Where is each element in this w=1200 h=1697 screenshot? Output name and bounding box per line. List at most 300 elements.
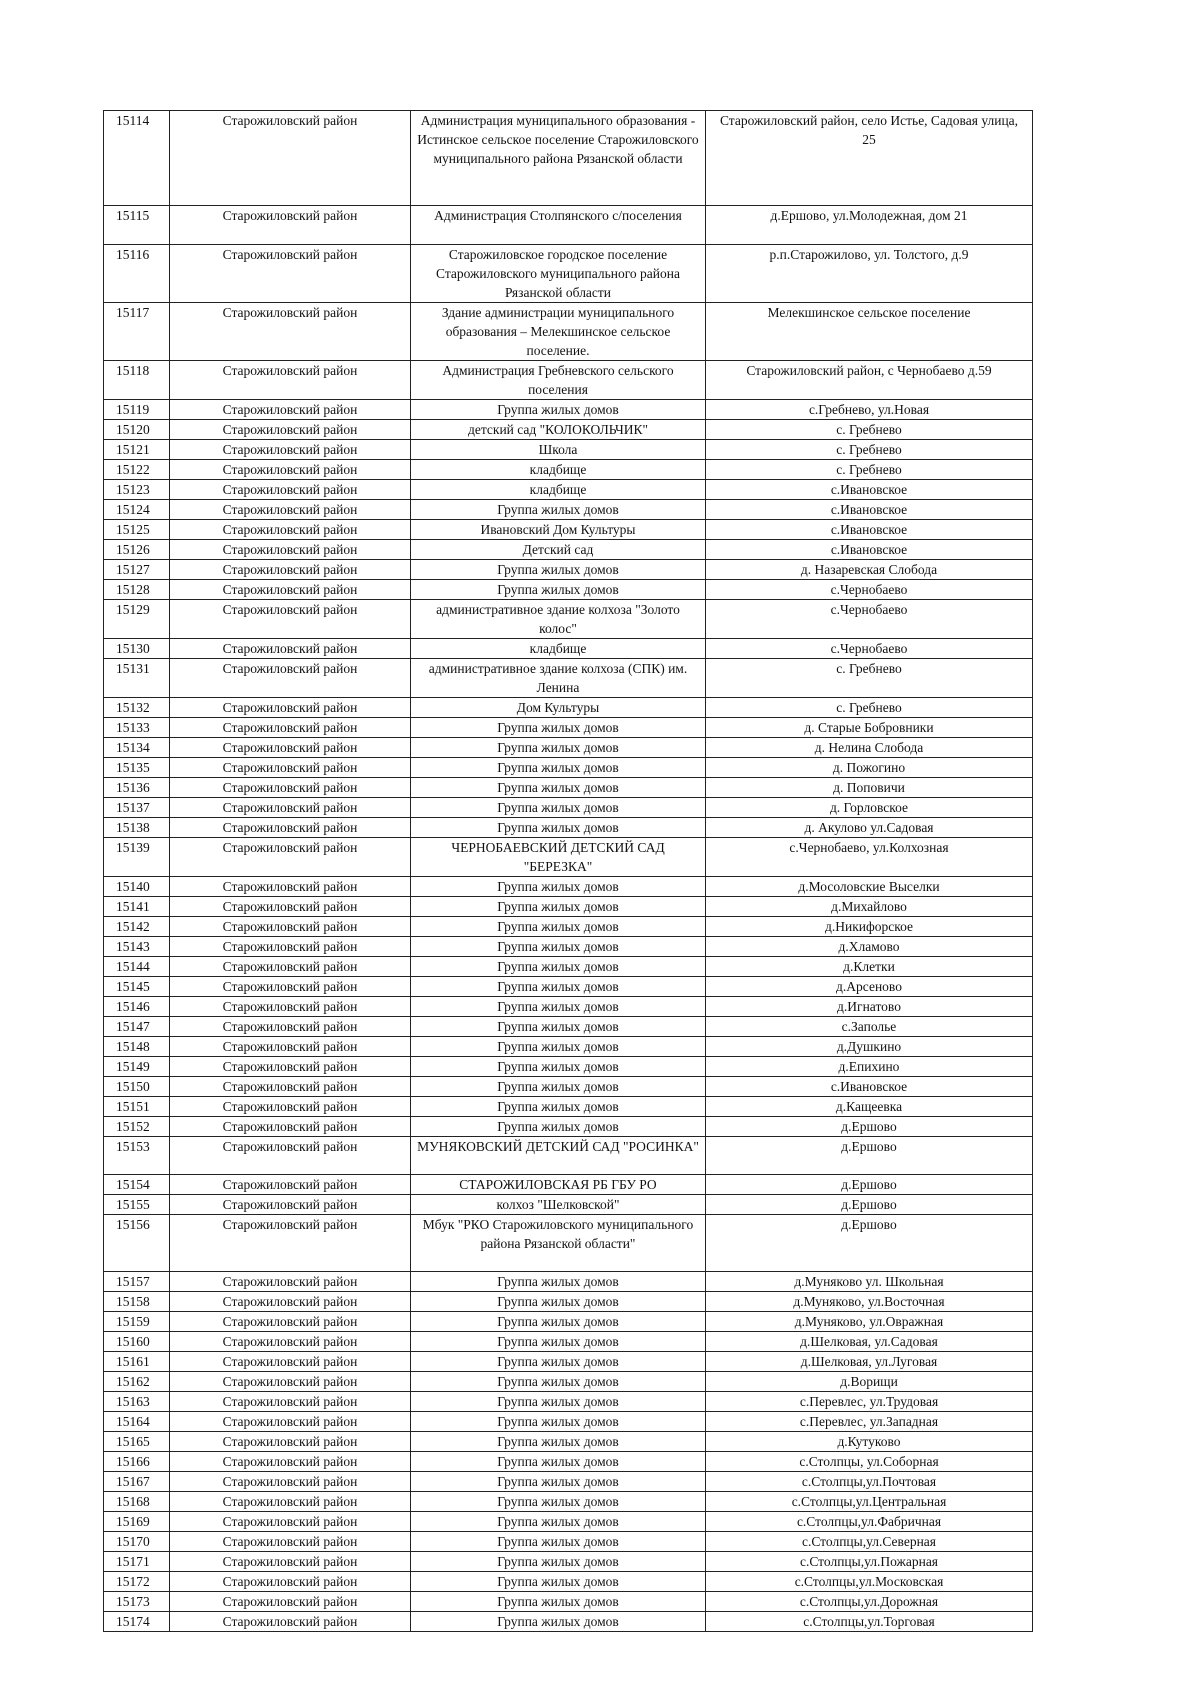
record-id-cell: 15123: [104, 480, 170, 500]
table-row: [104, 1117, 1033, 1137]
table-row: [104, 639, 1033, 659]
table-row: [104, 1037, 1033, 1057]
address-cell: Старожиловский район, село Истье, Садовая улица, 25: [706, 111, 1033, 206]
address-cell: д.Хламово: [706, 937, 1033, 957]
object-name-cell: Группа жилых домов: [411, 580, 706, 600]
table-row: [104, 1532, 1033, 1552]
object-name-cell: Группа жилых домов: [411, 917, 706, 937]
address-cell: с. Гребнево: [706, 460, 1033, 480]
table-row: [104, 798, 1033, 818]
record-id-cell: 15135: [104, 758, 170, 778]
table-row: [104, 778, 1033, 798]
table-row: [104, 1592, 1033, 1612]
table-row: [104, 303, 1033, 361]
table-row: [104, 361, 1033, 400]
object-name-cell: кладбище: [411, 639, 706, 659]
table-row: [104, 1512, 1033, 1532]
address-cell: с.Чернобаево: [706, 639, 1033, 659]
object-name-cell: Группа жилых домов: [411, 560, 706, 580]
record-id-cell: 15172: [104, 1572, 170, 1592]
address-cell: д.Шелковая, ул.Луговая: [706, 1352, 1033, 1372]
record-id-cell: 15120: [104, 420, 170, 440]
address-cell: с.Чернобаево, ул.Колхозная: [706, 838, 1033, 877]
district-cell: Старожиловский район: [170, 480, 411, 500]
object-name-cell: Группа жилых домов: [411, 1352, 706, 1372]
district-cell: Старожиловский район: [170, 1392, 411, 1412]
record-id-cell: 15146: [104, 997, 170, 1017]
object-name-cell: Дом Культуры: [411, 698, 706, 718]
address-cell: с. Гребнево: [706, 440, 1033, 460]
record-id-cell: 15167: [104, 1472, 170, 1492]
address-cell: д.Никифорское: [706, 917, 1033, 937]
object-name-cell: Группа жилых домов: [411, 1452, 706, 1472]
table-row: [104, 659, 1033, 698]
table-row: [104, 1195, 1033, 1215]
address-cell: с.Столпцы, ул.Соборная: [706, 1452, 1033, 1472]
district-cell: Старожиловский район: [170, 1512, 411, 1532]
record-id-cell: 15134: [104, 738, 170, 758]
object-name-cell: Здание администрации муниципального образования – Мелекшинское сельское поселение.: [411, 303, 706, 361]
object-name-cell: ЧЕРНОБАЕВСКИЙ ДЕТСКИЙ САД "БЕРЕЗКА": [411, 838, 706, 877]
table-row: [104, 540, 1033, 560]
record-id-cell: 15127: [104, 560, 170, 580]
district-cell: Старожиловский район: [170, 1175, 411, 1195]
object-name-cell: Группа жилых домов: [411, 1332, 706, 1352]
record-id-cell: 15159: [104, 1312, 170, 1332]
record-id-cell: 15162: [104, 1372, 170, 1392]
table-row: [104, 1292, 1033, 1312]
object-name-cell: Группа жилых домов: [411, 1592, 706, 1612]
address-cell: с.Столпцы,ул.Центральная: [706, 1492, 1033, 1512]
record-id-cell: 15138: [104, 818, 170, 838]
object-name-cell: колхоз "Шелковской": [411, 1195, 706, 1215]
address-cell: с.Столпцы,ул.Торговая: [706, 1612, 1033, 1632]
record-id-cell: 15116: [104, 245, 170, 303]
district-cell: Старожиловский район: [170, 1492, 411, 1512]
record-id-cell: 15133: [104, 718, 170, 738]
address-cell: с.Столпцы,ул.Дорожная: [706, 1592, 1033, 1612]
district-cell: Старожиловский район: [170, 1272, 411, 1292]
record-id-cell: 15145: [104, 977, 170, 997]
district-cell: Старожиловский район: [170, 440, 411, 460]
record-id-cell: 15126: [104, 540, 170, 560]
object-name-cell: Группа жилых домов: [411, 1432, 706, 1452]
record-id-cell: 15156: [104, 1215, 170, 1272]
address-cell: д. Назаревская Слобода: [706, 560, 1033, 580]
address-cell: д.Арсеново: [706, 977, 1033, 997]
object-name-cell: МУНЯКОВСКИЙ ДЕТСКИЙ САД "РОСИНКА": [411, 1137, 706, 1175]
address-cell: д. Акулово ул.Садовая: [706, 818, 1033, 838]
table-body: [104, 111, 1033, 1632]
address-cell: д.Епихино: [706, 1057, 1033, 1077]
address-cell: с.Ивановское: [706, 540, 1033, 560]
district-cell: Старожиловский район: [170, 758, 411, 778]
table-row: [104, 1472, 1033, 1492]
object-name-cell: Группа жилых домов: [411, 400, 706, 420]
table-row: [104, 520, 1033, 540]
address-cell: с.Столпцы,ул.Московская: [706, 1572, 1033, 1592]
record-id-cell: 15174: [104, 1612, 170, 1632]
record-id-cell: 15130: [104, 639, 170, 659]
address-cell: д.Мосоловские Выселки: [706, 877, 1033, 897]
address-cell: д.Михайлово: [706, 897, 1033, 917]
address-cell: с.Столпцы,ул.Фабричная: [706, 1512, 1033, 1532]
record-id-cell: 15143: [104, 937, 170, 957]
record-id-cell: 15169: [104, 1512, 170, 1532]
address-cell: д.Муняково ул. Школьная: [706, 1272, 1033, 1292]
object-name-cell: Группа жилых домов: [411, 1492, 706, 1512]
object-name-cell: Группа жилых домов: [411, 1472, 706, 1492]
district-cell: Старожиловский район: [170, 778, 411, 798]
record-id-cell: 15140: [104, 877, 170, 897]
table-row: [104, 877, 1033, 897]
district-cell: Старожиловский район: [170, 1117, 411, 1137]
object-name-cell: Администрация Гребневского сельского поселения: [411, 361, 706, 400]
address-cell: д.Ершово: [706, 1137, 1033, 1175]
district-cell: Старожиловский район: [170, 1472, 411, 1492]
record-id-cell: 15117: [104, 303, 170, 361]
address-cell: д.Игнатово: [706, 997, 1033, 1017]
record-id-cell: 15141: [104, 897, 170, 917]
district-cell: Старожиловский район: [170, 1037, 411, 1057]
district-cell: Старожиловский район: [170, 420, 411, 440]
object-name-cell: Администрация муниципального образования - Истинское сельское поселение Старожиловского муниципального района Рязанской области: [411, 111, 706, 206]
address-cell: р.п.Старожилово, ул. Толстого, д.9: [706, 245, 1033, 303]
district-cell: Старожиловский район: [170, 639, 411, 659]
address-cell: с.Столпцы,ул.Северная: [706, 1532, 1033, 1552]
record-id-cell: 15131: [104, 659, 170, 698]
object-name-cell: Группа жилых домов: [411, 1077, 706, 1097]
district-cell: Старожиловский район: [170, 1077, 411, 1097]
object-name-cell: Мбук "РКО Старожиловского муниципального района Рязанской области": [411, 1215, 706, 1272]
object-name-cell: Группа жилых домов: [411, 718, 706, 738]
record-id-cell: 15166: [104, 1452, 170, 1472]
object-name-cell: Группа жилых домов: [411, 997, 706, 1017]
district-cell: Старожиловский район: [170, 997, 411, 1017]
table-row: [104, 818, 1033, 838]
table-row: [104, 480, 1033, 500]
object-name-cell: Старожиловское городское поселение Старожиловского муниципального района Рязанской области: [411, 245, 706, 303]
district-cell: Старожиловский район: [170, 361, 411, 400]
object-name-cell: СТАРОЖИЛОВСКАЯ РБ ГБУ РО: [411, 1175, 706, 1195]
table-row: [104, 1392, 1033, 1412]
address-cell: с.Перевлес, ул.Трудовая: [706, 1392, 1033, 1412]
district-cell: Старожиловский район: [170, 1552, 411, 1572]
table-row: [104, 1175, 1033, 1195]
district-cell: Старожиловский район: [170, 1215, 411, 1272]
object-name-cell: Группа жилых домов: [411, 957, 706, 977]
district-cell: Старожиловский район: [170, 580, 411, 600]
record-id-cell: 15151: [104, 1097, 170, 1117]
record-id-cell: 15128: [104, 580, 170, 600]
address-cell: с.Столпцы,ул.Пожарная: [706, 1552, 1033, 1572]
address-cell: д.Душкино: [706, 1037, 1033, 1057]
table-row: [104, 1057, 1033, 1077]
object-name-cell: детский сад "КОЛОКОЛЬЧИК": [411, 420, 706, 440]
district-cell: Старожиловский район: [170, 1592, 411, 1612]
district-cell: Старожиловский район: [170, 1532, 411, 1552]
table-row: [104, 500, 1033, 520]
address-cell: д.Ершово, ул.Молодежная, дом 21: [706, 206, 1033, 245]
record-id-cell: 15114: [104, 111, 170, 206]
table-row: [104, 1215, 1033, 1272]
address-cell: д.Кащеевка: [706, 1097, 1033, 1117]
table-row: [104, 1572, 1033, 1592]
address-cell: с.Гребнево, ул.Новая: [706, 400, 1033, 420]
address-cell: с.Чернобаево: [706, 600, 1033, 639]
record-id-cell: 15164: [104, 1412, 170, 1432]
district-cell: Старожиловский район: [170, 718, 411, 738]
table-row: [104, 1272, 1033, 1292]
record-id-cell: 15142: [104, 917, 170, 937]
address-cell: д.Клетки: [706, 957, 1033, 977]
table-row: [104, 1372, 1033, 1392]
object-name-cell: Группа жилых домов: [411, 1612, 706, 1632]
record-id-cell: 15115: [104, 206, 170, 245]
table-row: [104, 1492, 1033, 1512]
district-cell: Старожиловский район: [170, 303, 411, 361]
object-name-cell: Группа жилых домов: [411, 1312, 706, 1332]
object-name-cell: Школа: [411, 440, 706, 460]
district-cell: Старожиловский район: [170, 1412, 411, 1432]
record-id-cell: 15139: [104, 838, 170, 877]
address-cell: д.Ворищи: [706, 1372, 1033, 1392]
object-name-cell: Группа жилых домов: [411, 1532, 706, 1552]
record-id-cell: 15149: [104, 1057, 170, 1077]
district-cell: Старожиловский район: [170, 1372, 411, 1392]
district-cell: Старожиловский район: [170, 1195, 411, 1215]
table-row: [104, 1352, 1033, 1372]
district-cell: Старожиловский район: [170, 1332, 411, 1352]
address-cell: д. Поповичи: [706, 778, 1033, 798]
object-name-cell: Группа жилых домов: [411, 1572, 706, 1592]
district-cell: Старожиловский район: [170, 1097, 411, 1117]
record-id-cell: 15155: [104, 1195, 170, 1215]
table-row: [104, 206, 1033, 245]
address-cell: д.Ершово: [706, 1215, 1033, 1272]
address-cell: д.Кутуково: [706, 1432, 1033, 1452]
address-cell: Старожиловский район, с Чернобаево д.59: [706, 361, 1033, 400]
record-id-cell: 15165: [104, 1432, 170, 1452]
record-id-cell: 15161: [104, 1352, 170, 1372]
object-name-cell: Группа жилых домов: [411, 897, 706, 917]
object-name-cell: Группа жилых домов: [411, 1272, 706, 1292]
district-cell: Старожиловский район: [170, 957, 411, 977]
table-row: [104, 111, 1033, 206]
district-cell: Старожиловский район: [170, 245, 411, 303]
object-name-cell: Группа жилых домов: [411, 937, 706, 957]
district-cell: Старожиловский район: [170, 560, 411, 580]
table-row: [104, 1097, 1033, 1117]
object-name-cell: Детский сад: [411, 540, 706, 560]
object-name-cell: административное здание колхоза (СПК) им. Ленина: [411, 659, 706, 698]
address-cell: д.Шелковая, ул.Садовая: [706, 1332, 1033, 1352]
district-cell: Старожиловский район: [170, 1312, 411, 1332]
address-cell: д. Нелина Слобода: [706, 738, 1033, 758]
table-row: [104, 977, 1033, 997]
address-cell: д.Муняково, ул.Восточная: [706, 1292, 1033, 1312]
district-cell: Старожиловский район: [170, 1057, 411, 1077]
address-cell: д. Пожогино: [706, 758, 1033, 778]
district-cell: Старожиловский район: [170, 460, 411, 480]
address-cell: Мелекшинское сельское поселение: [706, 303, 1033, 361]
table-row: [104, 245, 1033, 303]
record-id-cell: 15136: [104, 778, 170, 798]
district-cell: Старожиловский район: [170, 1452, 411, 1472]
address-cell: с.Ивановское: [706, 1077, 1033, 1097]
record-id-cell: 15132: [104, 698, 170, 718]
address-cell: с.Ивановское: [706, 520, 1033, 540]
record-id-cell: 15173: [104, 1592, 170, 1612]
object-name-cell: Ивановский Дом Культуры: [411, 520, 706, 540]
record-id-cell: 15144: [104, 957, 170, 977]
object-name-cell: Администрация Столпянского с/поселения: [411, 206, 706, 245]
object-name-cell: Группа жилых домов: [411, 977, 706, 997]
object-name-cell: Группа жилых домов: [411, 738, 706, 758]
district-cell: Старожиловский район: [170, 206, 411, 245]
district-cell: Старожиловский район: [170, 1612, 411, 1632]
record-id-cell: 15119: [104, 400, 170, 420]
district-cell: Старожиловский район: [170, 917, 411, 937]
object-name-cell: Группа жилых домов: [411, 500, 706, 520]
district-cell: Старожиловский район: [170, 1017, 411, 1037]
table-row: [104, 1312, 1033, 1332]
record-id-cell: 15125: [104, 520, 170, 540]
record-id-cell: 15124: [104, 500, 170, 520]
record-id-cell: 15147: [104, 1017, 170, 1037]
table-row: [104, 1017, 1033, 1037]
district-cell: Старожиловский район: [170, 698, 411, 718]
object-name-cell: административное здание колхоза "Золото колос": [411, 600, 706, 639]
table-row: [104, 580, 1033, 600]
record-id-cell: 15121: [104, 440, 170, 460]
object-name-cell: Группа жилых домов: [411, 1392, 706, 1412]
record-id-cell: 15157: [104, 1272, 170, 1292]
object-name-cell: Группа жилых домов: [411, 778, 706, 798]
object-name-cell: Группа жилых домов: [411, 798, 706, 818]
table-row: [104, 440, 1033, 460]
table-row: [104, 420, 1033, 440]
table-row: [104, 460, 1033, 480]
address-cell: д.Муняково, ул.Овражная: [706, 1312, 1033, 1332]
district-cell: Старожиловский район: [170, 659, 411, 698]
address-cell: с. Гребнево: [706, 659, 1033, 698]
table-row: [104, 1077, 1033, 1097]
object-name-cell: Группа жилых домов: [411, 758, 706, 778]
table-row: [104, 1432, 1033, 1452]
district-cell: Старожиловский район: [170, 798, 411, 818]
object-name-cell: Группа жилых домов: [411, 1017, 706, 1037]
district-cell: Старожиловский район: [170, 937, 411, 957]
object-name-cell: кладбище: [411, 460, 706, 480]
district-cell: Старожиловский район: [170, 520, 411, 540]
record-id-cell: 15150: [104, 1077, 170, 1097]
table-row: [104, 897, 1033, 917]
address-cell: с.Перевлес, ул.Западная: [706, 1412, 1033, 1432]
district-cell: Старожиловский район: [170, 111, 411, 206]
district-cell: Старожиловский район: [170, 738, 411, 758]
address-cell: д.Ершово: [706, 1117, 1033, 1137]
address-cell: д.Ершово: [706, 1195, 1033, 1215]
address-cell: д. Старые Бобровники: [706, 718, 1033, 738]
table-row: [104, 718, 1033, 738]
table-row: [104, 838, 1033, 877]
table-row: [104, 738, 1033, 758]
record-id-cell: 15163: [104, 1392, 170, 1412]
table-row: [104, 698, 1033, 718]
record-id-cell: 15154: [104, 1175, 170, 1195]
record-id-cell: 15153: [104, 1137, 170, 1175]
object-name-cell: Группа жилых домов: [411, 1057, 706, 1077]
object-name-cell: Группа жилых домов: [411, 1097, 706, 1117]
district-cell: Старожиловский район: [170, 1292, 411, 1312]
address-cell: д.Ершово: [706, 1175, 1033, 1195]
table-row: [104, 1412, 1033, 1432]
object-name-cell: Группа жилых домов: [411, 1037, 706, 1057]
record-id-cell: 15122: [104, 460, 170, 480]
table-row: [104, 1452, 1033, 1472]
table-row: [104, 600, 1033, 639]
data-table: [103, 110, 1033, 1632]
district-cell: Старожиловский район: [170, 500, 411, 520]
record-id-cell: 15160: [104, 1332, 170, 1352]
object-name-cell: Группа жилых домов: [411, 877, 706, 897]
address-cell: с.Чернобаево: [706, 580, 1033, 600]
object-name-cell: Группа жилых домов: [411, 1292, 706, 1312]
record-id-cell: 15170: [104, 1532, 170, 1552]
table-row: [104, 997, 1033, 1017]
record-id-cell: 15137: [104, 798, 170, 818]
table-row: [104, 1552, 1033, 1572]
address-cell: с.Столпцы,ул.Почтовая: [706, 1472, 1033, 1492]
address-cell: с.Ивановское: [706, 500, 1033, 520]
record-id-cell: 15148: [104, 1037, 170, 1057]
record-id-cell: 15152: [104, 1117, 170, 1137]
address-cell: д. Горловское: [706, 798, 1033, 818]
record-id-cell: 15158: [104, 1292, 170, 1312]
table-row: [104, 560, 1033, 580]
object-name-cell: Группа жилых домов: [411, 1117, 706, 1137]
table-row: [104, 917, 1033, 937]
district-cell: Старожиловский район: [170, 977, 411, 997]
object-name-cell: кладбище: [411, 480, 706, 500]
record-id-cell: 15129: [104, 600, 170, 639]
address-cell: с. Гребнево: [706, 420, 1033, 440]
object-name-cell: Группа жилых домов: [411, 1412, 706, 1432]
object-name-cell: Группа жилых домов: [411, 1512, 706, 1532]
table-row: [104, 1137, 1033, 1175]
table-row: [104, 957, 1033, 977]
district-cell: Старожиловский район: [170, 1137, 411, 1175]
district-cell: Старожиловский район: [170, 897, 411, 917]
district-cell: Старожиловский район: [170, 540, 411, 560]
table-row: [104, 1332, 1033, 1352]
object-name-cell: Группа жилых домов: [411, 1552, 706, 1572]
address-cell: с. Гребнево: [706, 698, 1033, 718]
address-cell: с.Ивановское: [706, 480, 1033, 500]
district-cell: Старожиловский район: [170, 877, 411, 897]
record-id-cell: 15168: [104, 1492, 170, 1512]
table-row: [104, 937, 1033, 957]
district-cell: Старожиловский район: [170, 1432, 411, 1452]
district-cell: Старожиловский район: [170, 1572, 411, 1592]
district-cell: Старожиловский район: [170, 400, 411, 420]
record-id-cell: 15171: [104, 1552, 170, 1572]
object-name-cell: Группа жилых домов: [411, 818, 706, 838]
table-row: [104, 758, 1033, 778]
district-cell: Старожиловский район: [170, 818, 411, 838]
district-cell: Старожиловский район: [170, 600, 411, 639]
